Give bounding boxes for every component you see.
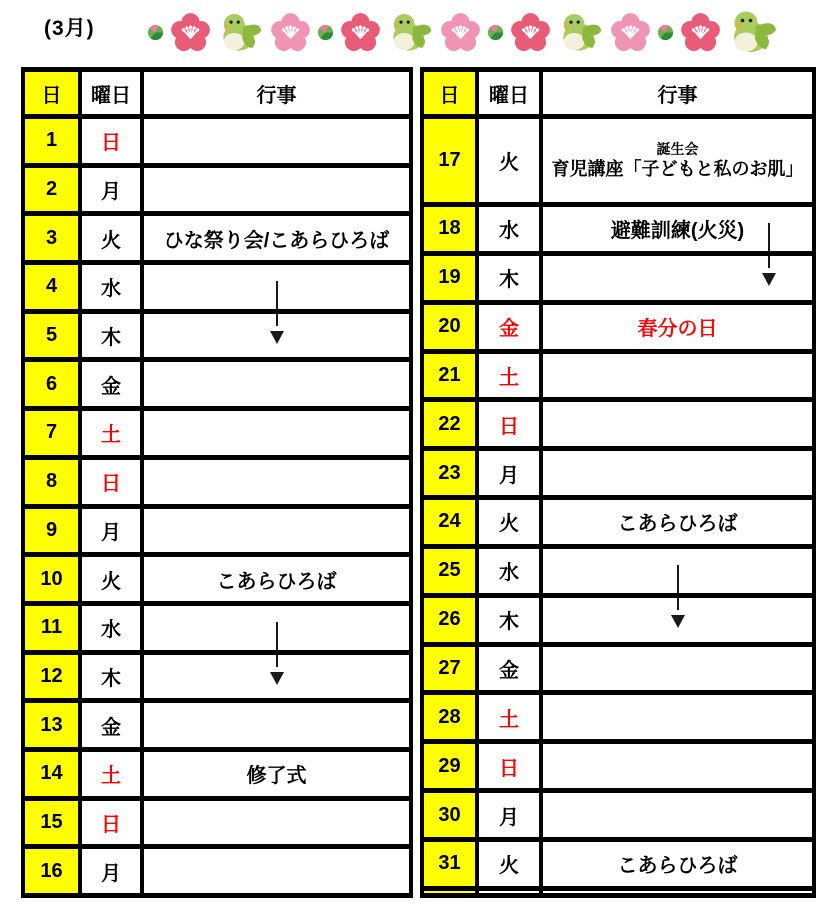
event-cell bbox=[541, 693, 814, 742]
weekday-cell bbox=[477, 888, 541, 895]
plum-blossom-red-icon bbox=[509, 11, 552, 54]
weekday-cell: 金 bbox=[477, 644, 541, 693]
event-cell bbox=[142, 798, 411, 847]
day-cell bbox=[422, 888, 477, 895]
weekday-cell: 月 bbox=[80, 847, 142, 896]
event-label: 避難訓練(火災) bbox=[610, 220, 745, 243]
calendar-row bbox=[23, 749, 411, 798]
weekday-cell: 土 bbox=[80, 749, 142, 798]
event-label: こあらひろば bbox=[617, 855, 738, 878]
weekday-cell: 火 bbox=[477, 839, 541, 888]
page-header bbox=[0, 0, 837, 67]
warbler-bird-icon bbox=[557, 10, 604, 55]
day-cell: 16 bbox=[23, 847, 80, 896]
calendar-row bbox=[422, 791, 814, 840]
event-cell bbox=[541, 888, 814, 895]
weekday-cell: 日 bbox=[477, 400, 541, 449]
event-cell bbox=[142, 311, 411, 360]
event-label: こあらひろば bbox=[216, 570, 337, 593]
weekday-cell: 月 bbox=[477, 449, 541, 498]
right-table-body bbox=[422, 70, 814, 896]
calendar-row bbox=[23, 457, 411, 506]
weekday-cell: 火 bbox=[477, 117, 541, 205]
plum-bud-icon bbox=[657, 24, 674, 41]
event-cell bbox=[541, 546, 814, 595]
calendar-row bbox=[422, 546, 814, 595]
event-label: こあらひろば bbox=[617, 513, 738, 536]
left-table-body bbox=[23, 70, 411, 896]
weekday-cell: 火 bbox=[80, 214, 142, 263]
event-cell bbox=[541, 449, 814, 498]
day-cell: 22 bbox=[422, 400, 477, 449]
event-continues-arrow-line bbox=[677, 565, 679, 596]
event-continues-arrow-line bbox=[276, 311, 278, 326]
weekday-header-cell: 曜日 bbox=[477, 70, 541, 117]
calendar-row bbox=[422, 839, 814, 888]
day-cell: 26 bbox=[422, 595, 477, 644]
warbler-bird-icon bbox=[727, 7, 779, 57]
calendar-tables bbox=[21, 67, 837, 898]
event-cell bbox=[541, 302, 814, 351]
day-cell: 10 bbox=[23, 555, 80, 604]
day-cell: 31 bbox=[422, 839, 477, 888]
day-cell: 29 bbox=[422, 742, 477, 791]
event-cell bbox=[142, 506, 411, 555]
warbler-bird-icon bbox=[217, 10, 264, 55]
day-cell: 5 bbox=[23, 311, 80, 360]
event-cell bbox=[541, 839, 814, 888]
weekday-cell: 月 bbox=[80, 165, 142, 214]
calendar-row bbox=[422, 351, 814, 400]
down-arrow-icon bbox=[270, 672, 284, 685]
plum-blossom-pink-icon bbox=[609, 11, 652, 54]
event-cell bbox=[142, 360, 411, 409]
day-cell: 13 bbox=[23, 701, 80, 750]
down-arrow-icon bbox=[671, 615, 685, 628]
plum-bud-icon bbox=[487, 24, 504, 41]
day-cell: 18 bbox=[422, 205, 477, 254]
calendar-row bbox=[23, 263, 411, 312]
decorative-banner bbox=[147, 1, 833, 63]
event-line-2: 育児講座「子どもと私のお肌」 bbox=[551, 158, 804, 179]
calendar-row bbox=[23, 701, 411, 750]
day-cell: 28 bbox=[422, 693, 477, 742]
event-cell bbox=[142, 409, 411, 458]
event-cell bbox=[541, 400, 814, 449]
weekday-cell: 水 bbox=[80, 603, 142, 652]
weekday-cell: 金 bbox=[80, 360, 142, 409]
event-line-1: 誕生会 bbox=[656, 140, 699, 157]
calendar-row bbox=[422, 205, 814, 254]
day-cell: 19 bbox=[422, 253, 477, 302]
day-cell: 15 bbox=[23, 798, 80, 847]
day-cell: 8 bbox=[23, 457, 80, 506]
calendar-row bbox=[422, 302, 814, 351]
day-cell: 12 bbox=[23, 652, 80, 701]
event-cell bbox=[142, 263, 411, 312]
day-header-cell: 日 bbox=[23, 70, 80, 117]
event-label: ひな祭り会/こあらひろば bbox=[163, 229, 390, 252]
event-cell bbox=[142, 652, 411, 701]
calendar-row bbox=[23, 603, 411, 652]
plum-bud-icon bbox=[147, 24, 164, 41]
event-cell bbox=[541, 644, 814, 693]
day-cell: 3 bbox=[23, 214, 80, 263]
calendar-row bbox=[23, 117, 411, 166]
weekday-cell: 日 bbox=[80, 457, 142, 506]
calendar-row bbox=[422, 888, 814, 895]
weekday-cell: 火 bbox=[80, 555, 142, 604]
event-cell bbox=[142, 701, 411, 750]
event-cell bbox=[541, 498, 814, 547]
calendar-row bbox=[23, 847, 411, 896]
day-cell: 30 bbox=[422, 791, 477, 840]
event-label: 春分の日 bbox=[637, 318, 718, 341]
day-cell: 21 bbox=[422, 351, 477, 400]
event-cell bbox=[142, 749, 411, 798]
day-header-cell: 日 bbox=[422, 70, 477, 117]
plum-blossom-red-icon bbox=[339, 11, 382, 54]
event-cell bbox=[541, 351, 814, 400]
event-cell bbox=[142, 457, 411, 506]
event-header-cell: 行事 bbox=[142, 70, 411, 117]
day-cell: 1 bbox=[23, 117, 80, 166]
event-continues-arrow-line bbox=[276, 652, 278, 667]
weekday-cell: 水 bbox=[477, 205, 541, 254]
event-continues-arrow-line bbox=[677, 595, 679, 610]
calendar-row bbox=[23, 214, 411, 263]
weekday-cell: 木 bbox=[477, 595, 541, 644]
weekday-cell: 日 bbox=[80, 117, 142, 166]
calendar-row bbox=[422, 595, 814, 644]
event-cell bbox=[142, 847, 411, 896]
event-label: 修了式 bbox=[246, 765, 307, 788]
calendar-table-right bbox=[420, 67, 816, 898]
calendar-row bbox=[23, 360, 411, 409]
event-continues-arrow-line bbox=[276, 281, 278, 311]
weekday-cell: 日 bbox=[477, 742, 541, 791]
calendar-row bbox=[23, 506, 411, 555]
calendar-row bbox=[23, 311, 411, 360]
down-arrow-icon bbox=[270, 331, 284, 344]
event-cell bbox=[541, 205, 814, 254]
day-cell: 7 bbox=[23, 409, 80, 458]
event-continues-arrow-line bbox=[768, 253, 770, 268]
event-cell bbox=[541, 742, 814, 791]
month-title: (3月) bbox=[44, 17, 95, 40]
day-cell: 4 bbox=[23, 263, 80, 312]
event-cell bbox=[541, 117, 814, 205]
event-cell bbox=[541, 791, 814, 840]
plum-blossom-pink-icon bbox=[439, 11, 482, 54]
calendar-row bbox=[23, 555, 411, 604]
weekday-cell: 水 bbox=[477, 546, 541, 595]
day-cell: 11 bbox=[23, 603, 80, 652]
weekday-cell: 木 bbox=[80, 652, 142, 701]
day-cell: 20 bbox=[422, 302, 477, 351]
weekday-cell: 土 bbox=[80, 409, 142, 458]
weekday-cell: 木 bbox=[477, 253, 541, 302]
event-cell bbox=[541, 253, 814, 302]
header-row bbox=[422, 70, 814, 117]
day-cell: 9 bbox=[23, 506, 80, 555]
plum-blossom-pink-icon bbox=[269, 11, 312, 54]
calendar-row bbox=[422, 400, 814, 449]
calendar-row bbox=[422, 117, 814, 205]
calendar-row bbox=[422, 498, 814, 547]
event-cell bbox=[142, 603, 411, 652]
day-cell: 6 bbox=[23, 360, 80, 409]
event-cell bbox=[142, 555, 411, 604]
weekday-cell: 水 bbox=[80, 263, 142, 312]
weekday-cell: 月 bbox=[80, 506, 142, 555]
calendar-row bbox=[23, 165, 411, 214]
day-cell: 17 bbox=[422, 117, 477, 205]
day-cell: 2 bbox=[23, 165, 80, 214]
down-arrow-icon bbox=[762, 273, 776, 286]
day-cell: 27 bbox=[422, 644, 477, 693]
day-cell: 24 bbox=[422, 498, 477, 547]
plum-blossom-red-icon bbox=[169, 11, 212, 54]
calendar-row bbox=[422, 742, 814, 791]
weekday-cell: 月 bbox=[477, 791, 541, 840]
warbler-bird-icon bbox=[387, 10, 434, 55]
weekday-cell: 金 bbox=[80, 701, 142, 750]
calendar-row bbox=[23, 798, 411, 847]
event-cell bbox=[142, 117, 411, 166]
weekday-cell: 木 bbox=[80, 311, 142, 360]
calendar-row bbox=[23, 409, 411, 458]
calendar-row bbox=[422, 644, 814, 693]
calendar-row bbox=[422, 693, 814, 742]
plum-blossom-red-icon bbox=[679, 11, 722, 54]
calendar-row bbox=[422, 449, 814, 498]
event-header-cell: 行事 bbox=[541, 70, 814, 117]
event-continues-arrow-line bbox=[276, 622, 278, 652]
header-row bbox=[23, 70, 411, 117]
event-cell bbox=[142, 165, 411, 214]
event-continues-arrow-line bbox=[768, 223, 770, 254]
calendar-row bbox=[422, 253, 814, 302]
weekday-cell: 火 bbox=[477, 498, 541, 547]
event-cell bbox=[142, 214, 411, 263]
day-cell: 14 bbox=[23, 749, 80, 798]
calendar-table-left bbox=[21, 67, 413, 898]
calendar-row bbox=[23, 652, 411, 701]
event-cell bbox=[541, 595, 814, 644]
day-cell: 25 bbox=[422, 546, 477, 595]
plum-bud-icon bbox=[317, 24, 334, 41]
weekday-header-cell: 曜日 bbox=[80, 70, 142, 117]
weekday-cell: 日 bbox=[80, 798, 142, 847]
weekday-cell: 土 bbox=[477, 693, 541, 742]
weekday-cell: 土 bbox=[477, 351, 541, 400]
day-cell: 23 bbox=[422, 449, 477, 498]
weekday-cell: 金 bbox=[477, 302, 541, 351]
